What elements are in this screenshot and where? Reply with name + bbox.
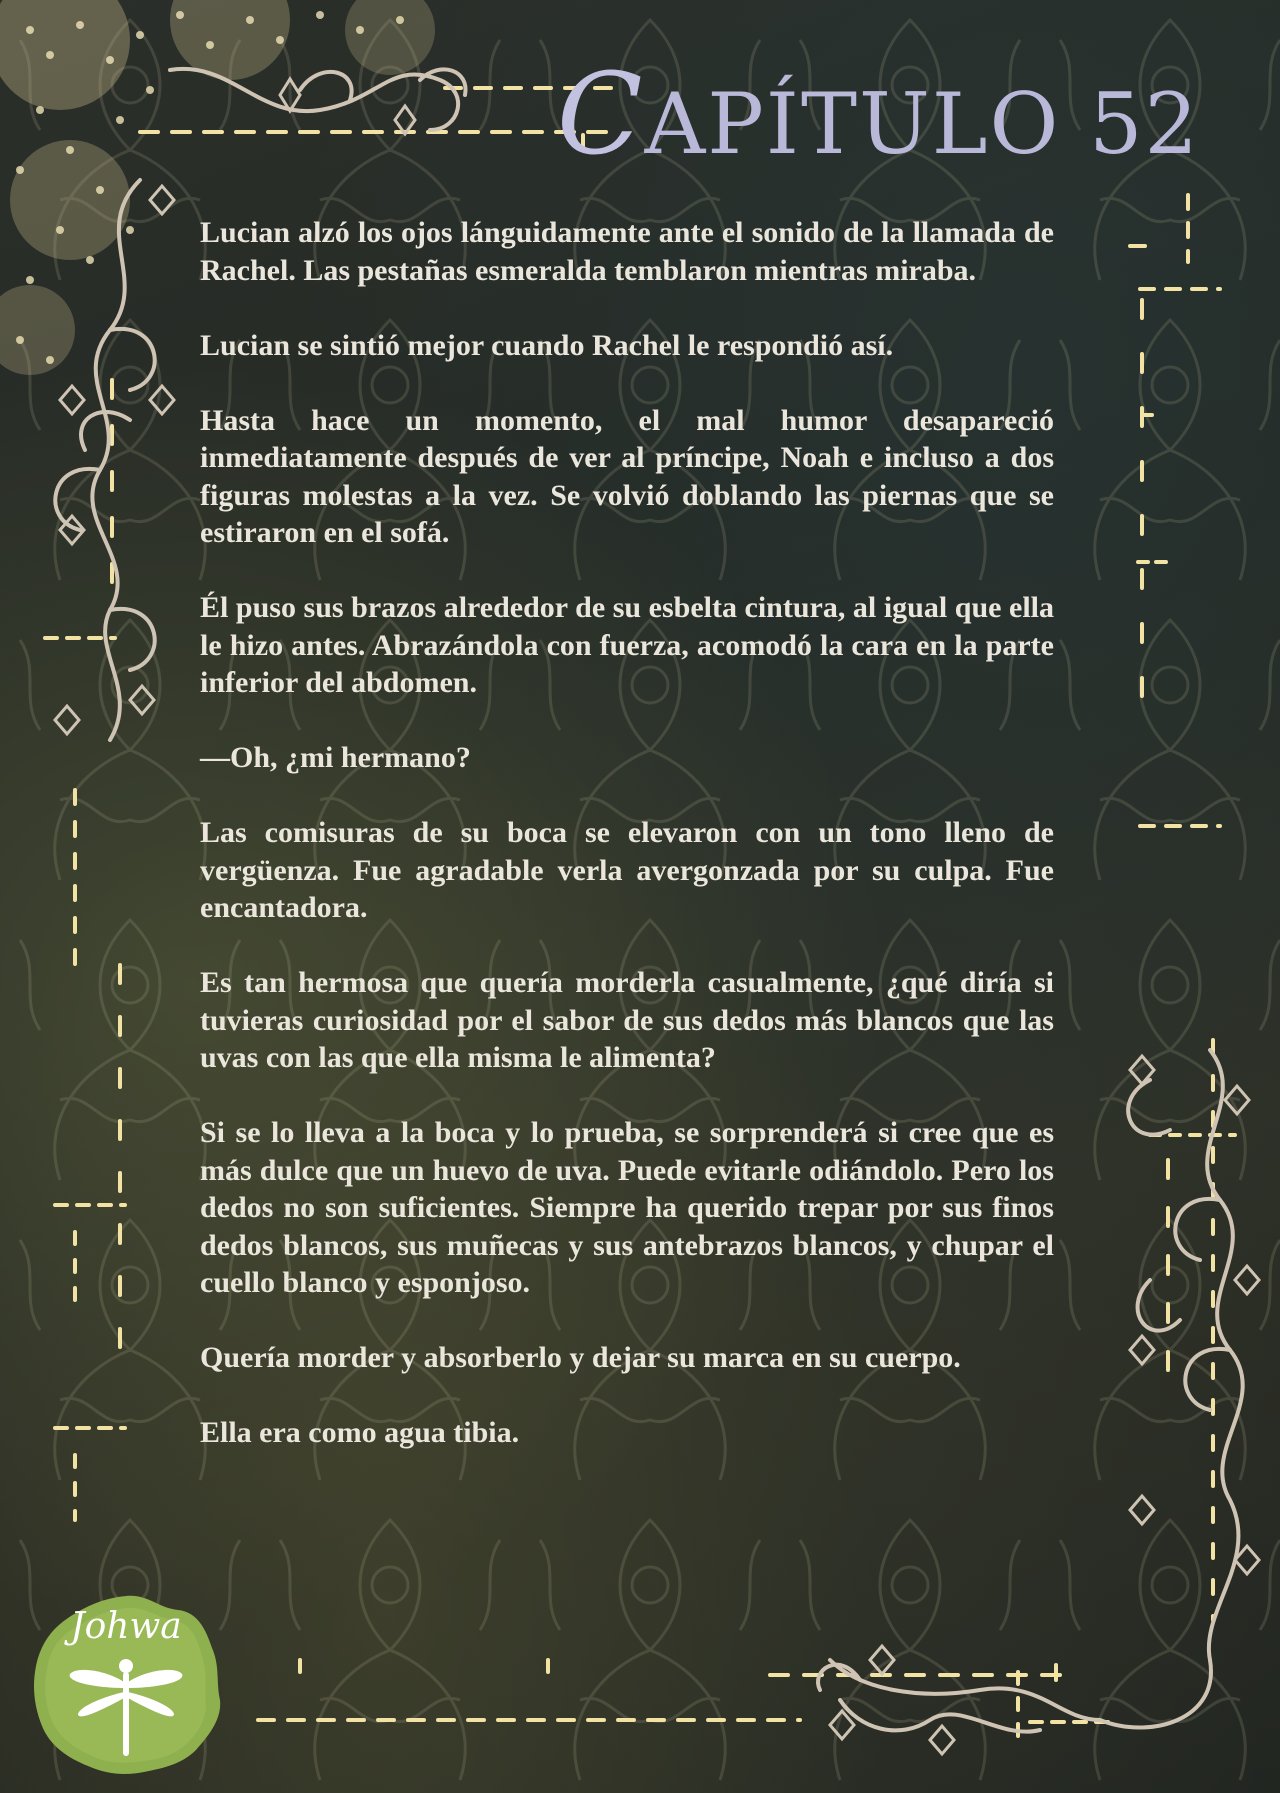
paragraph: Lucian alzó los ojos lánguidamente ante el sonido de la llamada de Rachel. Las pestañas esmeralda temblaron mientras miraba. [200,216,1054,287]
logo-text: Johwa [70,1606,182,1647]
paragraph: Ella era como agua tibia. [200,1416,520,1449]
paragraph: Quería morder y absorberlo y dejar su marca en su cuerpo. [200,1341,961,1374]
chapter-title [557,50,1200,180]
paragraph: Es tan hermosa que quería morderla casualmente, ¿qué diría si tuvieras curiosidad por el sabor de sus dedos más blancos que las uvas con las que ella misma le alimenta? [200,966,1054,1074]
chapter-title-rest: APÍTULO 52 [644,75,1200,173]
paragraph: Si se lo lleva a la boca y lo prueba, se sorprenderá si cree que es más dulce que un huevo de uva. Puede evitarle odiándolo. Pero los dedos no son suficientes. Siempre ha querido trepar por sus finos dedos blancos, sus muñecas y sus antebrazos blancos, y chupar el cuello blanco y esponjoso. [200,1116,1054,1299]
chapter-title-initial: C [556,50,645,180]
paragraph: —Oh, ¿mi hermano? [200,741,471,774]
paragraph: Las comisuras de su boca se elevaron con un tono lleno de vergüenza. Fue agradable verla avergonzada por su culpa. Fue encantadora. [200,816,1054,924]
johwa-logo [28,1590,224,1778]
paragraph: Hasta hace un momento, el mal humor desapareció inmediatamente después de ver al príncipe, Noah e incluso a dos figuras molestas a la vez. Se volvió doblando las piernas que se estiraron en el sofá. [200,403,1054,549]
paragraph: Él puso sus brazos alrededor de su esbelta cintura, al igual que ella le hizo antes. Abrazándola con fuerza, acomodó la cara en la parte inferior del abdomen. [200,591,1054,699]
paragraph: Lucian se sintió mejor cuando Rachel le respondió así. [200,328,894,362]
chapter-text [200,214,1054,1489]
dragonfly-icon [66,1652,186,1762]
